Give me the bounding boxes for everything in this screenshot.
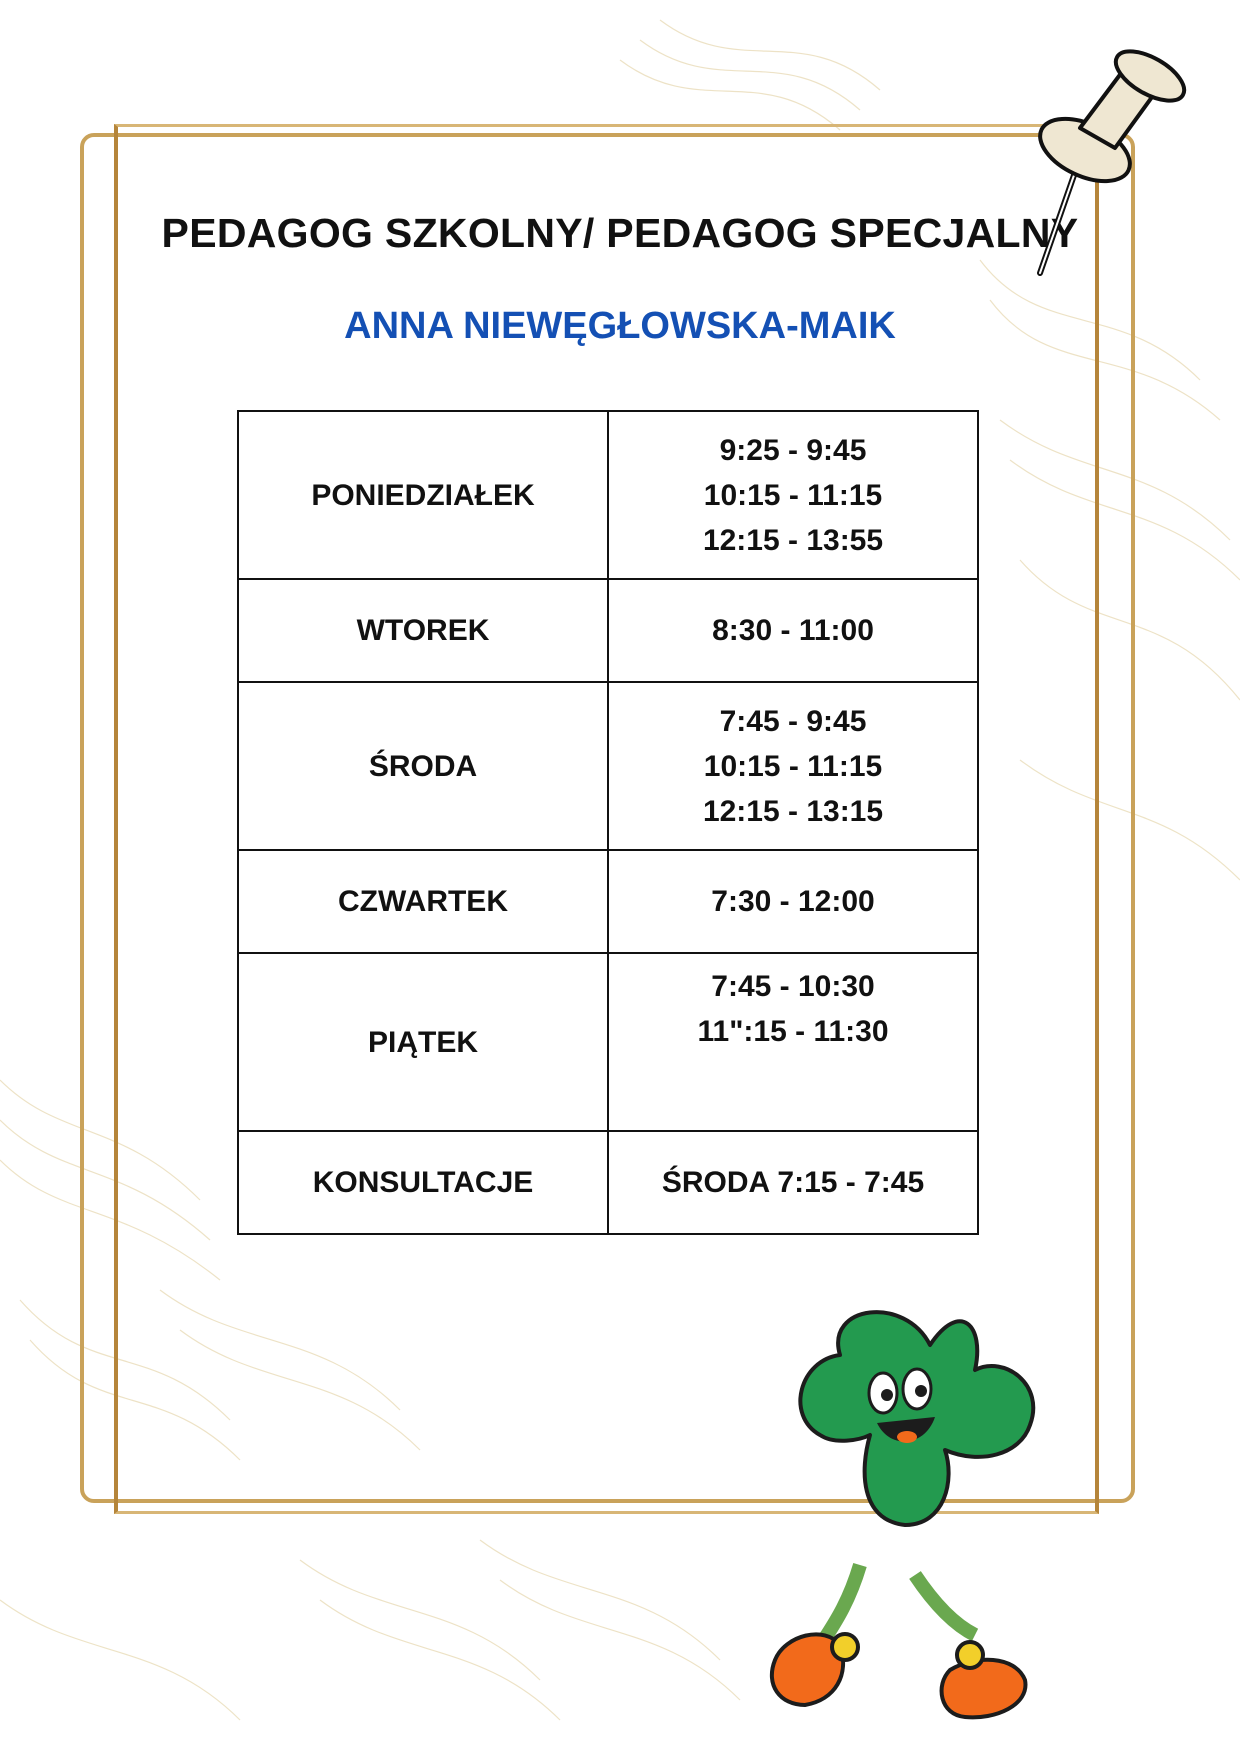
table-row: [238, 850, 978, 953]
consultation-label: KONSULTACJE: [238, 1131, 608, 1234]
time-slot: 7:45 - 9:45: [719, 704, 867, 738]
time-slot: 7:45 - 10:30: [711, 970, 875, 1003]
time-slot: 8:30 - 11:00: [712, 614, 874, 647]
table-row: [238, 682, 978, 850]
times-cell: [608, 411, 978, 579]
day-cell: CZWARTEK: [238, 850, 608, 953]
times-cell: [608, 682, 978, 850]
time-slot: 7:30 - 12:00: [711, 885, 875, 918]
four-leaf-clover-mascot-icon: [765, 1275, 1095, 1735]
day-cell: PONIEDZIAŁEK: [238, 411, 608, 579]
table-row: [238, 411, 978, 579]
time-slot: 10:15 - 11:15: [703, 478, 883, 512]
pushpin-icon: [1010, 28, 1210, 288]
time-slot: 9:25 - 9:45: [719, 433, 867, 467]
day-cell: ŚRODA: [238, 682, 608, 850]
times-cell: [608, 953, 978, 1131]
page-title: PEDAGOG SZKOLNY/ PEDAGOG SPECJALNY: [161, 210, 1079, 256]
time-slot: 10:15 - 11:15: [703, 749, 883, 783]
times-cell: [608, 579, 978, 682]
time-slot: 11":15 - 11:30: [697, 1015, 889, 1048]
day-cell: PIĄTEK: [238, 953, 608, 1131]
consultation-time: ŚRODA 7:15 - 7:45: [608, 1131, 978, 1234]
times-cell: [608, 850, 978, 953]
teacher-name: ANNA NIEWĘGŁOWSKA-MAIK: [344, 305, 896, 347]
table-row: [238, 579, 978, 682]
time-slot: 12:15 - 13:55: [702, 523, 884, 557]
consultation-row: [238, 1131, 978, 1234]
time-slot: 12:15 - 13:15: [702, 794, 884, 828]
day-cell: WTOREK: [238, 579, 608, 682]
schedule-table: [237, 410, 979, 1235]
table-row: [238, 953, 978, 1131]
